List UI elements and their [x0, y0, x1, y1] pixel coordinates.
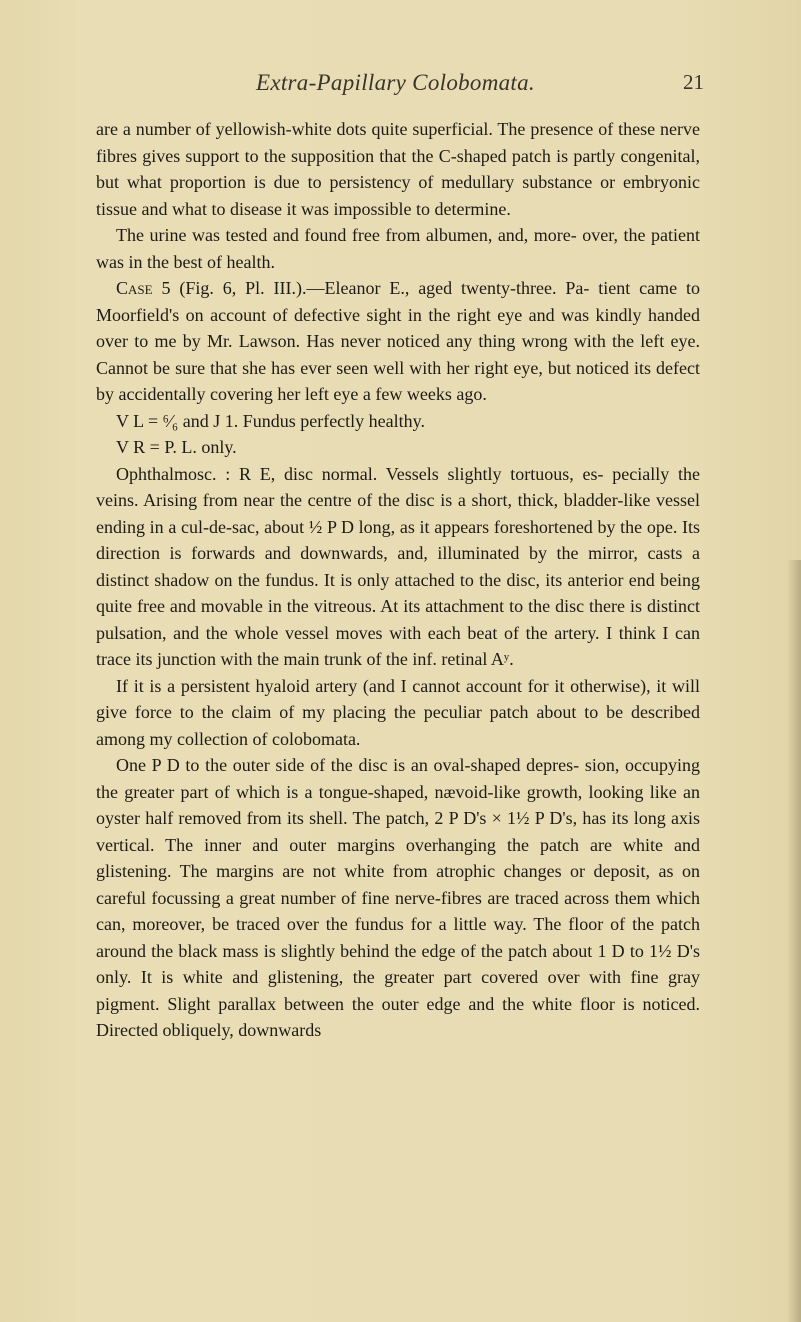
- page-edge-shadow: [787, 560, 801, 1322]
- paragraph-continuation: are a number of yellowish-white dots quite superficial. The presence of these nerve fibres gives support to the supposition that the C-shaped patch is partly congenital, but what proportion is due to persistency of medullary substance or embryonic tissue and what to disease it was impossible to determine.: [96, 119, 700, 219]
- case-label: Case: [116, 278, 153, 298]
- body-text: [96, 116, 700, 1044]
- paragraph-case-5: [96, 275, 700, 408]
- paragraph-ophthalmoscope: Ophthalmosc. : R E, disc normal. Vessels slightly tortuous, es- pecially the veins. Arising from near the centre of the disc is a short, thick, bladder-like vessel ending in a cul-de-sac, about ½ P D long, as it appears foreshortened by the ope. Its direction is forwards and downwards, and, illuminated by the mirror, casts a distinct shadow on the fundus. It is only attached to the disc, its anterior end being quite free and movable in the vitreous. At its attachment to the disc there is distinct pulsation, and the whole vessel moves with each beat of the artery. I think I can trace its junction with the main trunk of the inf. retinal Aʸ.: [96, 463, 700, 669]
- running-title: Extra-Papillary Colobomata.: [256, 70, 535, 95]
- page-header: [0, 70, 801, 100]
- paragraph-vision-right: V R = P. L. only.: [116, 437, 237, 457]
- paragraph-urine-test: The urine was tested and found free from albumen, and, more- over, the patient was in the best of health.: [96, 225, 700, 272]
- paragraph-patch-description: One P D to the outer side of the disc is an oval-shaped depres- sion, occupying the greater part of which is a tongue-shaped, nævoid-like growth, looking like an oyster half removed from its shell. The patch, 2 P D's × 1½ P D's, has its long axis vertical. The inner and outer margins overhanging the patch are white and glistening. The margins are not white from atrophic changes or deposit, as on careful focussing a great number of fine nerve-fibres are traced across them which can, moreover, be traced over the fundus for a little way. The floor of the patch around the black mass is slightly behind the edge of the patch about 1 D to 1½ D's only. It is white and glistening, the greater part covered over with fine gray pigment. Slight parallax between the outer edge and the white floor is noticed. Directed obliquely, downwards: [96, 755, 700, 1040]
- paragraph-vision-left: V L = ⁶⁄₆ and J 1. Fundus perfectly healthy.: [116, 410, 425, 431]
- paragraph-hyaloid-artery: If it is a persistent hyaloid artery (and I cannot account for it otherwise), it will give force to the claim of my placing the peculiar patch about to be described among my collection of colobomata.: [96, 675, 700, 749]
- case-5-description: 5 (Fig. 6, Pl. III.).—Eleanor E., aged twenty-three. Pa- tient came to Moorfield's on account of defective sight in the right eye and was kindly handed over to me by Mr. Lawson. Has never noticed any thing wrong with the left eye. Cannot be sure that she has ever seen well with her right eye, but noticed its defect by accidentally covering her left eye a few weeks ago.: [96, 278, 700, 404]
- page-number: 21: [683, 70, 704, 94]
